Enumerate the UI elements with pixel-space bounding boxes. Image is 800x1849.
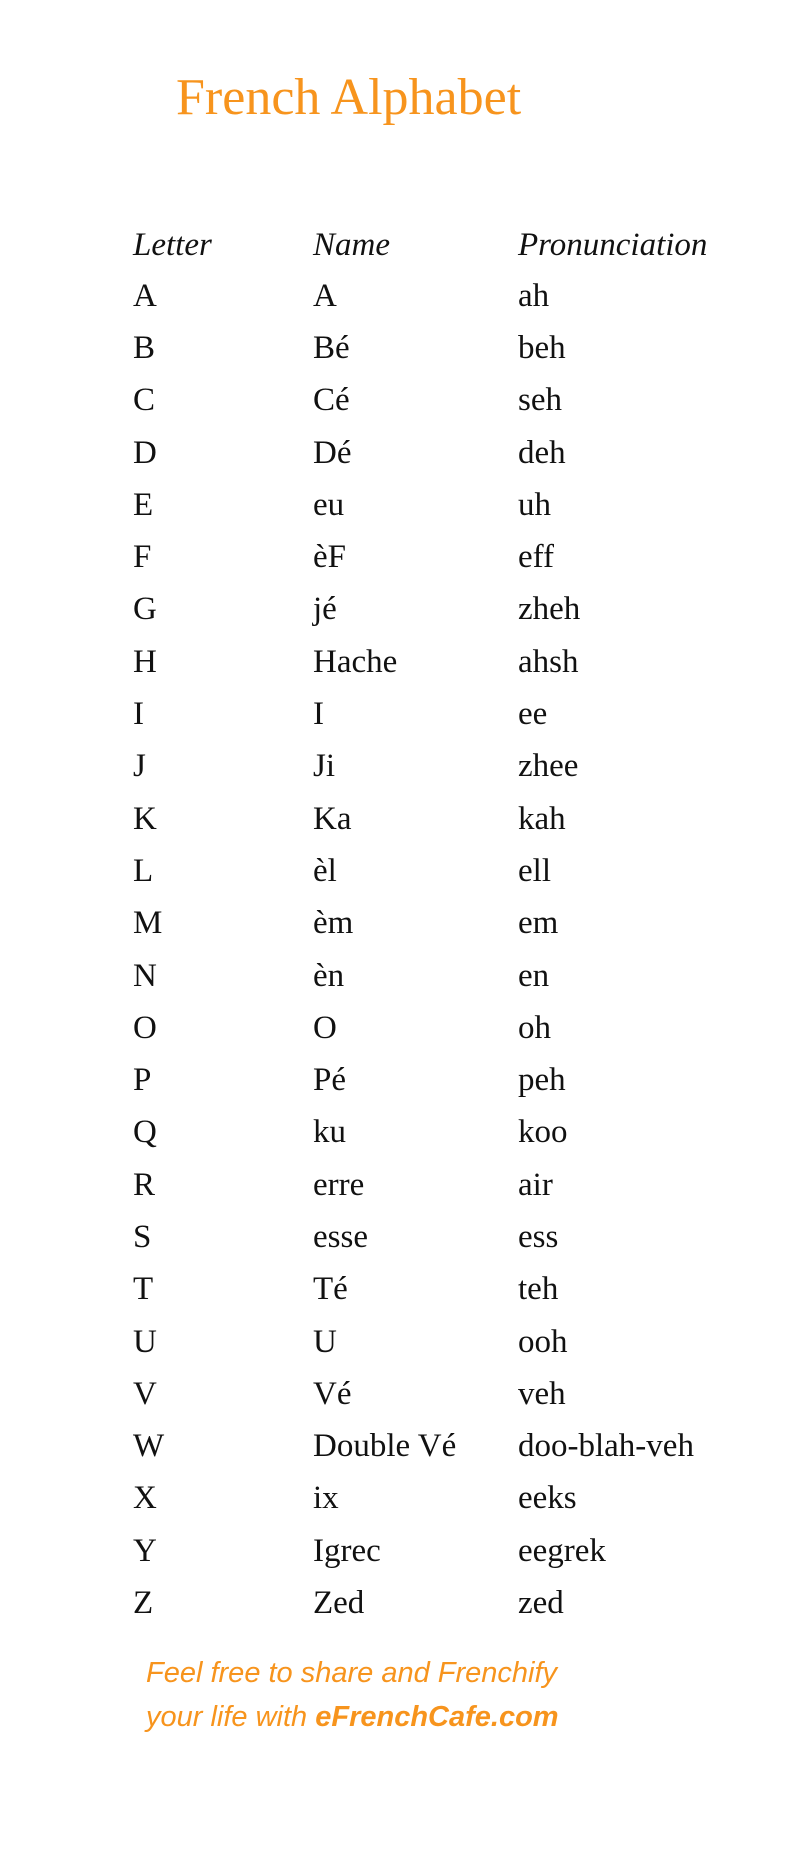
cell-pronunciation: zhee xyxy=(518,748,579,785)
table-row xyxy=(133,741,773,793)
cell-pronunciation: oh xyxy=(518,1009,551,1046)
header-letter: Letter xyxy=(133,226,212,263)
brand-name: eFrenchCafe.com xyxy=(315,1701,559,1733)
cell-letter: E xyxy=(133,486,154,523)
cell-name: A xyxy=(313,277,337,314)
cell-letter: G xyxy=(133,591,157,628)
cell-pronunciation: doo-blah-veh xyxy=(518,1428,694,1465)
cell-pronunciation: deh xyxy=(518,434,566,471)
cell-letter: Q xyxy=(133,1114,157,1151)
cell-pronunciation: kah xyxy=(518,800,566,837)
cell-pronunciation: ah xyxy=(518,277,550,314)
cell-letter: A xyxy=(133,277,157,314)
cell-name: Ka xyxy=(313,800,352,837)
table-row xyxy=(133,1002,773,1054)
table-row xyxy=(133,1107,773,1159)
footer-line-2 xyxy=(146,1695,559,1739)
footer-line-1: Feel free to share and Frenchify xyxy=(146,1657,558,1689)
cell-pronunciation: em xyxy=(518,905,559,942)
cell-pronunciation: uh xyxy=(518,486,551,523)
cell-letter: R xyxy=(133,1166,156,1203)
table-row xyxy=(133,1054,773,1106)
table-row xyxy=(133,479,773,531)
cell-name: èF xyxy=(313,539,346,576)
table-row xyxy=(133,636,773,688)
table-row xyxy=(133,270,773,322)
cell-name: Vé xyxy=(313,1375,352,1412)
cell-letter: H xyxy=(133,643,157,680)
cell-name: Bé xyxy=(313,329,350,366)
table-header-row xyxy=(133,220,773,270)
cell-name: eu xyxy=(313,486,345,523)
table-row xyxy=(133,950,773,1002)
cell-name: Ji xyxy=(313,748,336,785)
cell-name: erre xyxy=(313,1166,365,1203)
cell-name: èn xyxy=(313,957,345,994)
cell-pronunciation: veh xyxy=(518,1375,566,1412)
cell-pronunciation: air xyxy=(518,1166,553,1203)
cell-pronunciation: teh xyxy=(518,1271,559,1308)
page-title: French Alphabet xyxy=(176,69,522,126)
cell-name: Hache xyxy=(313,643,398,680)
cell-letter: T xyxy=(133,1271,154,1308)
table-body xyxy=(133,270,773,1630)
table-row xyxy=(133,322,773,374)
cell-letter: V xyxy=(133,1375,157,1412)
table-row xyxy=(133,1473,773,1525)
cell-letter: I xyxy=(133,696,144,733)
cell-letter: P xyxy=(133,1062,152,1099)
cell-name: O xyxy=(313,1009,337,1046)
cell-letter: L xyxy=(133,852,154,889)
cell-name: èm xyxy=(313,905,354,942)
table-row xyxy=(133,1368,773,1420)
footer-note xyxy=(146,1651,559,1739)
table-row xyxy=(133,1211,773,1263)
table-row xyxy=(133,793,773,845)
table-row xyxy=(133,1159,773,1211)
cell-name: Zed xyxy=(313,1585,365,1622)
cell-pronunciation: seh xyxy=(518,382,562,419)
header-pronunciation: Pronunciation xyxy=(518,226,708,263)
cell-name: jé xyxy=(313,591,337,628)
cell-letter: M xyxy=(133,905,163,942)
cell-pronunciation: eff xyxy=(518,539,555,576)
table-row xyxy=(133,584,773,636)
table-row xyxy=(133,375,773,427)
cell-pronunciation: peh xyxy=(518,1062,566,1099)
table-row xyxy=(133,1525,773,1577)
cell-pronunciation: ee xyxy=(518,696,548,733)
cell-pronunciation: en xyxy=(518,957,550,994)
cell-name: I xyxy=(313,696,324,733)
cell-letter: J xyxy=(133,748,146,785)
cell-letter: W xyxy=(133,1428,165,1465)
cell-pronunciation: ell xyxy=(518,852,551,889)
cell-letter: N xyxy=(133,957,157,994)
cell-pronunciation: zheh xyxy=(518,591,581,628)
cell-name: Igrec xyxy=(313,1532,381,1569)
cell-letter: D xyxy=(133,434,157,471)
table-row xyxy=(133,1316,773,1368)
table-row xyxy=(133,688,773,740)
cell-pronunciation: koo xyxy=(518,1114,568,1151)
cell-name: èl xyxy=(313,852,337,889)
cell-letter: C xyxy=(133,382,156,419)
cell-pronunciation: eegrek xyxy=(518,1532,606,1569)
cell-name: esse xyxy=(313,1218,368,1255)
table-row xyxy=(133,1264,773,1316)
table-row xyxy=(133,845,773,897)
table-row xyxy=(133,531,773,583)
cell-letter: X xyxy=(133,1480,157,1517)
cell-pronunciation: eeks xyxy=(518,1480,577,1517)
cell-letter: Y xyxy=(133,1532,157,1569)
cell-pronunciation: ooh xyxy=(518,1323,568,1360)
cell-letter: K xyxy=(133,800,157,837)
cell-name: Pé xyxy=(313,1062,346,1099)
table-row xyxy=(133,898,773,950)
cell-pronunciation: beh xyxy=(518,329,566,366)
cell-pronunciation: ess xyxy=(518,1218,559,1255)
cell-name: Cé xyxy=(313,382,350,419)
cell-letter: S xyxy=(133,1218,152,1255)
alphabet-table xyxy=(133,220,773,1630)
header-name: Name xyxy=(313,226,390,263)
cell-letter: U xyxy=(133,1323,157,1360)
cell-name: ku xyxy=(313,1114,346,1151)
table-row xyxy=(133,427,773,479)
cell-letter: B xyxy=(133,329,156,366)
cell-name: Té xyxy=(313,1271,348,1308)
cell-name: ix xyxy=(313,1480,339,1517)
cell-letter: Z xyxy=(133,1585,154,1622)
table-row xyxy=(133,1421,773,1473)
cell-letter: F xyxy=(133,539,152,576)
cell-name: U xyxy=(313,1323,337,1360)
table-row xyxy=(133,1577,773,1629)
cell-name: Double Vé xyxy=(313,1428,457,1465)
footer-line-2-prefix: your life with xyxy=(146,1701,316,1733)
cell-name: Dé xyxy=(313,434,352,471)
cell-pronunciation: zed xyxy=(518,1585,564,1622)
cell-letter: O xyxy=(133,1009,157,1046)
cell-pronunciation: ahsh xyxy=(518,643,579,680)
